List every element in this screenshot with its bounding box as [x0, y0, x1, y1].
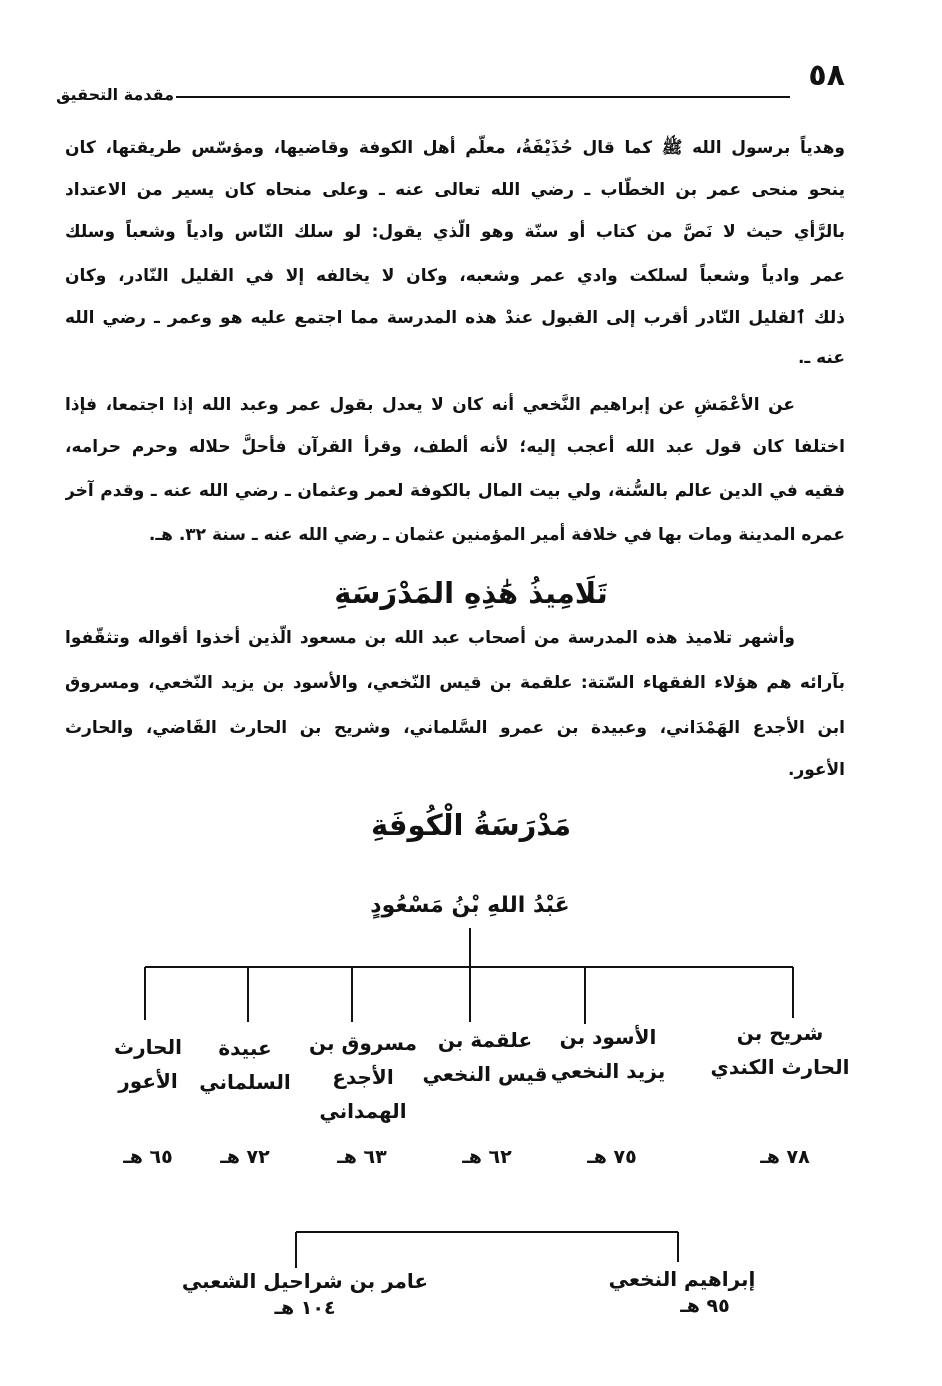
paragraph-1-line-3: بالرَّأي حيث لا نَصَّ من كتاب أو سنّة وهو الّذي يقول: لو سلك النّاس وادياً وشعباً وسلك	[65, 222, 845, 242]
next-generation-node-amir: عامر بن شراحيل الشعبي	[181, 1269, 429, 1293]
paragraph-1-line-2: ينحو منحى عمر بن الخطّاب ـ رضي الله تعالى عنه ـ وعلى منحاه كان يسير من الاعتداد	[65, 180, 845, 200]
paragraph-3-line-4: الأعور.	[787, 760, 845, 780]
paragraph-3-line-2: بآرائه هم هؤلاء الفقهاء السّتة: علقمة بن قيس النّخعي، والأسود بن يزيد النّخعي، ومسروق	[65, 673, 845, 693]
student-name-line: الأسود بن	[559, 1025, 657, 1049]
student-name-line: مسروق بن	[309, 1031, 417, 1055]
tree-root-label: عَبْدُ اللهِ بْنُ مَسْعُودٍ	[370, 893, 570, 918]
section-heading-students: تَلَامِيذُ هَٰذِهِ المَدْرَسَةِ	[334, 576, 608, 610]
paragraph-1-line-4: عمر وادياً وشعباً لسلكت وادي عمر وشعبه، وكان لا يخالفه إلا في القليل النّادر، وكان	[65, 266, 845, 286]
student-node-shurayh	[700, 1016, 860, 1084]
student-name-line: شريح بن	[736, 1021, 824, 1045]
next-generation-node-ibrahim: إبراهيم النخعي	[608, 1267, 756, 1291]
student-node-harith	[68, 1030, 228, 1098]
death-year-masruq: ٦٣ هـ	[337, 1146, 387, 1168]
death-year-ibrahim: ٩٥ هـ	[680, 1295, 730, 1317]
paragraph-2-line-1: عن الأعْمَشِ عن إبراهيم النَّخعي أنه كان لا يعدل بقول عمر وعبد الله إذا اجتمعا، فإذا	[65, 395, 795, 415]
paragraph-1-line-5: ذلك ٱلقليل النّادر أقرب إلى القبول عندْ هذه المدرسة مما اجتمع عليه هو وعمر ـ رضي الله	[65, 308, 845, 328]
death-year-ubaydah: ٧٢ هـ	[220, 1146, 270, 1168]
student-name-line: عبيدة	[218, 1036, 272, 1060]
student-name-line: قيس النخعي	[422, 1062, 548, 1086]
student-name-line: علقمة بن	[437, 1028, 533, 1052]
death-year-shurayh: ٧٨ هـ	[760, 1146, 810, 1168]
page-number: ٥٨	[808, 58, 845, 93]
death-year-amir: ١٠٤ هـ	[274, 1297, 336, 1319]
running-head-title: مقدمة التحقيق	[56, 85, 174, 104]
student-name-line: الحارث	[114, 1035, 182, 1059]
death-year-alqamah: ٦٢ هـ	[462, 1146, 512, 1168]
paragraph-3-line-1: وأشهر تلاميذ هذه المدرسة من أصحاب عبد الله بن مسعود الّذين أخذوا أقواله وتثقّفوا	[65, 628, 795, 648]
student-name-line: الأعور	[118, 1069, 178, 1093]
paragraph-3-line-3: ابن الأجدع الهَمْدَاني، وعبيدة بن عمرو السَّلماني، وشريح بن الحارث القَاضي، والحارث	[65, 718, 845, 738]
student-name-line: الحارث الكندي	[710, 1055, 850, 1079]
paragraph-1-line-1: وهدياً برسول الله ﷺ كما قال حُذَيْفَةُ، معلّم أهل الكوفة وقاضيها، ومؤسّس طريقتها، كان	[65, 138, 845, 158]
paragraph-2-line-3: فقيه في الدين عالم بالسُّنة، ولي بيت المال بالكوفة لعمر وعثمان ـ رضي الله عنه ـ وقدم آخر	[65, 481, 845, 501]
death-year-aswad: ٧٥ هـ	[587, 1146, 637, 1168]
header-rule	[176, 96, 790, 98]
paragraph-2-line-2: اختلفا كان قول عبد الله أعجب إليه؛ لأنه ألطف، وقرأ القرآن فأحلَّ حلاله وحرم حرامه،	[65, 437, 845, 457]
student-name-line: يزيد النخعي	[550, 1059, 666, 1083]
student-name-line: السلماني	[199, 1070, 291, 1094]
student-name-line: الهمداني	[319, 1099, 407, 1123]
paragraph-2-line-4: عمره المدينة ومات بها في خلافة أمير المؤمنين عثمان ـ رضي الله عنه ـ سنة ٣٢. هـ.	[148, 525, 845, 545]
paragraph-1-line-6: عنه ـ.	[797, 348, 845, 368]
death-year-harith: ٦٥ هـ	[123, 1146, 173, 1168]
student-name-line: الأجدع	[332, 1065, 394, 1089]
section-heading-kufa-school: مَدْرَسَةُ الْكُوفَةِ	[370, 808, 572, 842]
